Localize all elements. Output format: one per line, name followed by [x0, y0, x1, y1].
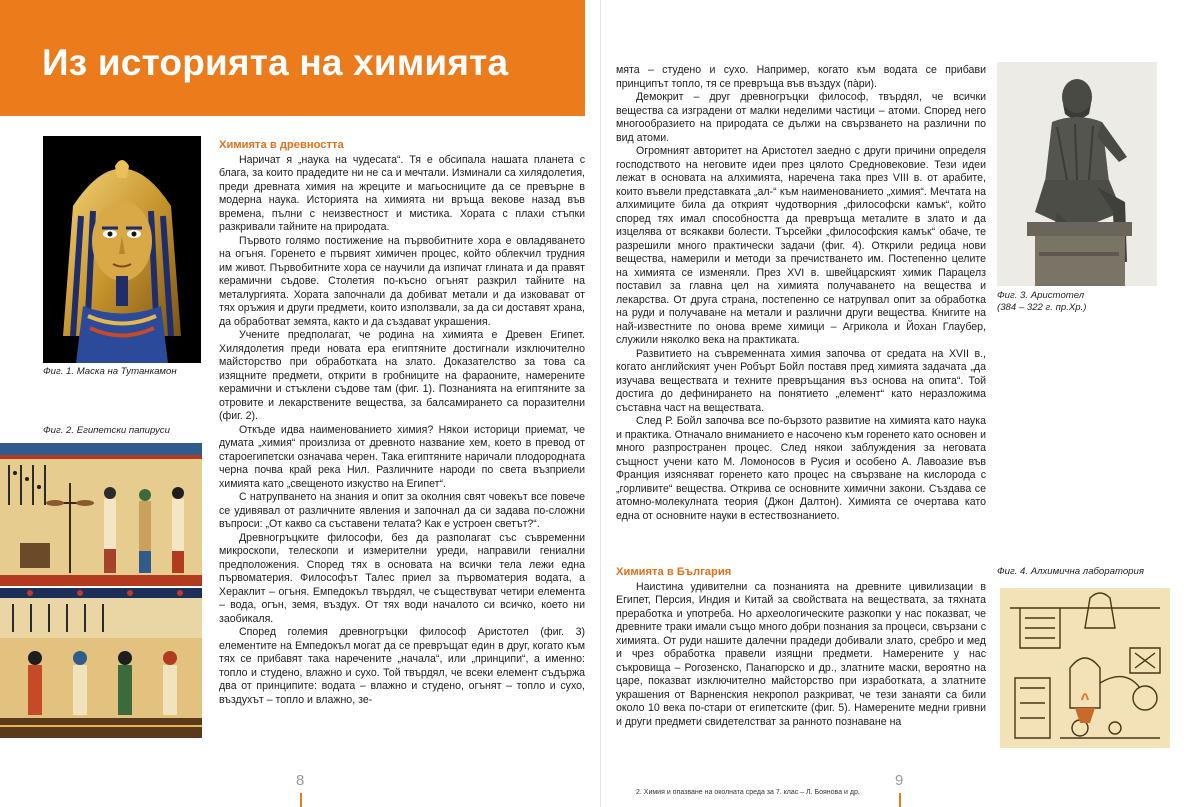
page-gutter	[600, 0, 601, 807]
page-marker-right	[899, 793, 901, 807]
tutankhamun-mask-illustration	[43, 136, 201, 363]
figure-alchemical-laboratory	[1000, 588, 1170, 748]
caption-fig4: Фиг. 4. Алхимична лаборатория	[997, 566, 1144, 577]
paragraph: Наистина удивителни са познанията на древните цивилизации в Египет, Персия, Индия и Китай за свойствата на веществата, за тяхната преработка и употреба. Но археологическите разкопки у нас показват, че древните траки имали също много добри познания за процеси, свързани с химията. От руди нашите далечни прадеди добивали злато, сребро и мед и чрез обработка правели изящни предмети. Намерените у нас съкровища – Рогозенско, Панагюрско и др., златните маски, вероятно на царе, показват изключително майсторство при изработката, а златните украшения от Варненския некропол разкриват, че тези занаяти са били около 10 века по-стари от египетските (фиг. 5). Намерените медни гривни и други предмети свидетелстват за ранното познаване на	[616, 580, 986, 728]
paragraph: Огромният авторитет на Аристотел заедно с други причини определя господството на неговите идеи през цялото Средновековие. Тези идеи лежат в основата на алхимията, наречена така през VIII в. от арабите, които въвели представката „ал-“ към наименованието „химия“. Мечтата на алхимиците била да открият чудотворния „философски камък“, който според тях имал способността да превръща металите в злато и да изцелява от всякакви болести. Търсейки „философския камък“ обаче, те разрешили много практически задачи (фиг. 4). Открили редица нови вещества, намерили и методи за пречистването им. Постепенно целите на химията се изменяли. През XVI в. швейцарският химик Парацелз поставил за главна цел на химията получаването на вещества и лекарства. От друга страна, постепенно се натрупвал опит за обработка на руди и получаване на метали и различни други вещества. Книгите на най-известните по онова време химици – Агрикола и Йохан Глаубер, служили няколко века на практиката.	[616, 145, 986, 346]
paragraph: Демокрит – друг древногръцки философ, твърдял, че всички вещества са изградени от малки неделими частици – атоми. Според него многообразието на природата се дължи на свързването на различни по вид атоми.	[616, 91, 986, 144]
footnote: 2. Химия и опазване на околната среда за 7. клас – Л. Боянова и др.	[636, 789, 860, 796]
paragraph: След Р. Бойл започва все по-бързото развитие на химията като наука и практика. Отначало вниманието е насочено към горенето като основен и много разпространен процес. След някои заблуждения за неговата същност учени като М. Ломоносов в Русия и особено А. Лавоазие във Франция изясняват горенето като процес на свързване на кислорода с „горливите“ вещества. Открива се основните химични закони. Създава се атомно-молекулната теория (Джон Далтон). Химията се очертава като една от основните науки в естествознанието.	[616, 415, 986, 522]
figure-aristotle-statue	[997, 62, 1157, 286]
caption-fig3-line1: Фиг. 3. Аристотел	[997, 290, 1085, 301]
figure-egyptian-papyri-top	[0, 443, 202, 586]
page-number-right: 9	[895, 772, 904, 789]
page-marker-left	[300, 793, 302, 807]
paragraph: С натрупването на знания и опит за околния свят човекът все повече се удивявал от различните явления и започнал да си задава по-сложни въпроси: „От какво са съставени телата? Как е устроен светът?“.	[219, 491, 585, 530]
heading-bulgaria: Химията в България	[616, 566, 732, 578]
caption-fig3-line2: (384 – 322 г. пр.Хр.)	[997, 302, 1087, 313]
paragraph: Учените предполагат, че родина на химията е Древен Египет. Хилядолетия преди новата ера египтяните достигнали изключително майсторство при обработката на злато. Доказателство за това са изящните предмети, открити в гробниците на фараоните, намерените керамични и стъклени съдове там (фиг. 1). Познанията на египтяните за отровите и лекарствените вещества, за балсамирането са поразителни (фиг. 2).	[219, 329, 585, 422]
caption-fig1: Фиг. 1. Маска на Тутанкамон	[43, 366, 177, 377]
paragraph: Древногръцките философи, без да разполагат със съвременни микроскопи, телескопи и измерителни уреди, направили гениални предположения. Според тях в основата на всички тела лежи една първоматерия. Философът Талес приел за първоматерия водата, а Хераклит – огъня. Емпедокъл твърдял, че съществуват четири елемента – вода, огън, земя, въздух. От тях води началото си всичко, което ни заобикаля.	[219, 531, 585, 625]
papyrus-top-illustration	[0, 443, 202, 586]
page-number-left: 8	[296, 772, 305, 789]
paragraph: Откъде идва наименованието химия? Някои историци приемат, че думата „химия“ произлиза от древното название хем, което в превод от староегипетски означава черен. Така египтяните наричали плодородната черна почва край река Нил. Различните народи по света възприели химията като „свещеното изкуство на Египет“.	[219, 423, 585, 490]
figure-egyptian-papyri-bottom	[0, 588, 202, 738]
paragraph: Наричат я „наука на чудесата“. Тя е обсипала нашата планета с блага, за които прадедите ни не са и мечтали. Изминали са хилядолетия, преди древната химия на жреците и магьосниците да се превърне в модерна наука. Историята на химията ни връща векове назад във времена, пълни с неизвестност и мистика. Хората с плахи стъпки разкривали тайните на природата.	[219, 153, 585, 233]
heading-antiquity: Химията в древността	[219, 139, 344, 151]
page-title: Из историята на химията	[42, 42, 509, 83]
alchemy-lab-illustration	[1000, 588, 1170, 748]
left-text-column	[219, 139, 585, 707]
right-text-column-top	[616, 64, 986, 523]
title-banner	[0, 0, 585, 116]
papyrus-bottom-illustration	[0, 588, 202, 738]
aristotle-statue-illustration	[997, 62, 1157, 286]
paragraph: мята – студено и сухо. Например, когато към водата се прибави принципът топло, тя се превръща във въздух (пàри).	[616, 64, 986, 90]
caption-fig2: Фиг. 2. Египетски папируси	[43, 425, 170, 436]
paragraph: Първото голямо постижение на първобитните хора е овладяването на огъня. Горенето е първият химичен процес, който облекчил трудния им живот. Първобитните хора се научили да изпичат глината и да правят керамични съдове. Столетия по-късно огънят разкрил тайните на металургията. Хората започнали да добиват метали и да изковават от тях оръжия и други предмети, които използвали, за да си доставят храна, да обработват земята, както и да създават украшения.	[219, 234, 585, 328]
right-text-column-bottom	[616, 566, 986, 729]
paragraph: Според големия древногръцки философ Аристотел (фиг. 3) елементите на Емпедокъл могат да се превръщат един в друг, когато към тях се прибавят така нареченитe „начала“, или „принципи“, а именно: топло и студено, влажно и сухо. Той твърдял, че всеки елемент съдържа два от принципите: водата – влажно и студено, огънят – топло и сухо, въздухът – топло и влажно, зе-	[219, 626, 585, 706]
paragraph: Развитието на съвременната химия започва от средата на XVII в., когато английският учен Робърт Бойл поставя пред химията задачата „да изучава веществата и техните превръщания въз основа на опита“. Той достига до дефинирането на понятието „елемент“ като неразложима съставна част на веществата.	[616, 347, 986, 414]
figure-tutankhamun-mask	[43, 136, 201, 363]
